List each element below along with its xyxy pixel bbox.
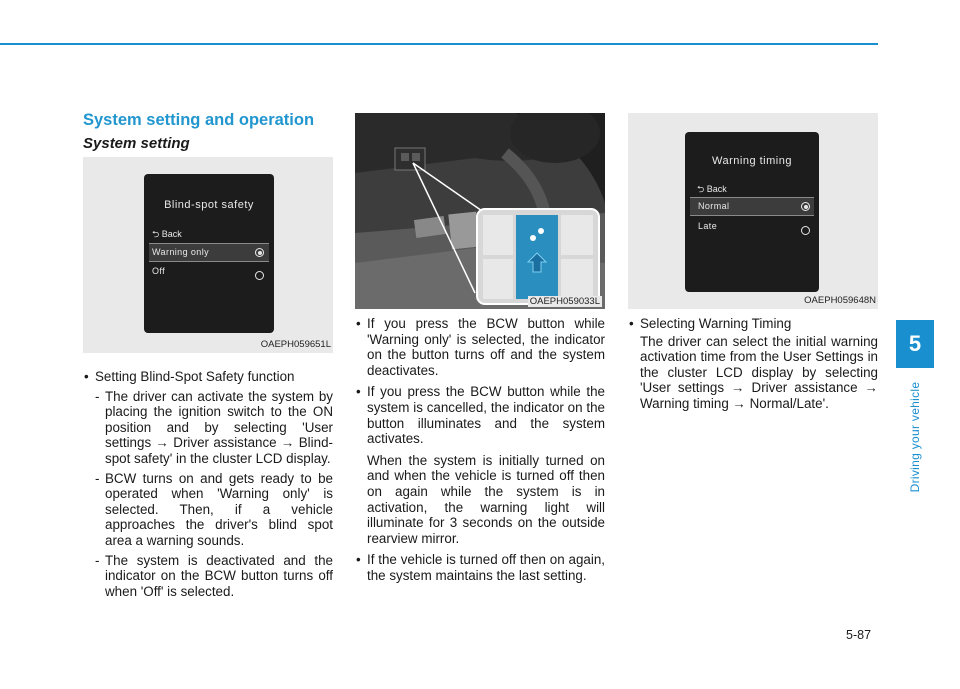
figure-code: OAEPH059648N <box>804 295 876 306</box>
bullet-item: • If you press the BCW button while the system is cancelled, the indicator on the button illuminates and the system activates. <box>355 384 605 446</box>
dashboard-illustration <box>355 113 605 309</box>
bullet-paragraph: When the system is initially turned on and when the vehicle is turned off then on again while the system is in activation, the warning light will illuminate for 3 seconds on the outside rearview mirror. <box>367 452 605 546</box>
lcd-option-selected: Warning only <box>149 243 269 262</box>
column-2-text <box>355 316 605 584</box>
radio-selected-icon <box>255 248 264 257</box>
radio-empty-icon <box>801 226 810 235</box>
figure-code: OAEPH059651L <box>260 339 331 350</box>
header-rule <box>0 43 878 45</box>
bullet-item: • If you press the BCW button while 'Warning only' is selected, the indicator on the button turns off and the system deactivates. <box>355 316 605 378</box>
dash-item: - The system is deactivated and the indicator on the BCW button turns off when 'Off' is selected. <box>83 553 333 600</box>
radio-selected-icon <box>801 202 810 211</box>
lcd-back-label: ⮌ Back <box>152 229 182 239</box>
lcd-title: Blind-spot safety <box>164 199 254 211</box>
radio-empty-icon <box>255 271 264 280</box>
bullet-paragraph: The driver can select the initial warning activation time from the User Settings in the cluster LCD display by selecting 'User settings → Driver assistance → Warning timing → Normal/Late'. <box>640 333 878 411</box>
page-number: 5-87 <box>846 628 872 642</box>
section-heading: System setting and operation <box>83 111 315 129</box>
chapter-label: Driving your vehicle <box>908 381 922 493</box>
figure-warning-timing-lcd <box>628 113 878 309</box>
dash-item: - BCW turns on and gets ready to be operated when 'Warning only' is selected. Then, if a vehicle approaches the driver's blind spot area a warning sounds. <box>83 471 333 549</box>
lcd-screen <box>685 132 819 292</box>
subsection-heading: System setting <box>83 135 190 152</box>
lcd-option-selected: Normal <box>690 197 814 216</box>
bullet-item: • If the vehicle is turned off then on again, the system maintains the last setting. <box>355 552 605 583</box>
lcd-back-label: ⮌ Back <box>697 184 727 194</box>
bullet-setting-bsd: • Setting Blind-Spot Safety function <box>83 369 333 385</box>
lcd-screen <box>144 174 274 333</box>
chapter-tab <box>896 320 934 368</box>
chapter-number: 5 <box>908 331 922 356</box>
column-3-text <box>628 316 878 412</box>
column-1-text <box>83 369 333 599</box>
figure-blind-spot-lcd <box>83 157 333 353</box>
lcd-option: Off <box>149 263 269 280</box>
bullet-warning-timing: • Selecting Warning Timing <box>628 316 878 332</box>
lcd-title: Warning timing <box>712 155 792 167</box>
figure-bcw-button-photo <box>355 113 605 309</box>
dash-item: - The driver can activate the system by placing the ignition switch to the ON position and by selecting 'User settings → Driver assistance → Blind-spot safety' in the cluster LCD display. <box>83 389 333 467</box>
figure-code: OAEPH059033L <box>529 296 600 307</box>
lcd-option: Late <box>690 219 814 236</box>
